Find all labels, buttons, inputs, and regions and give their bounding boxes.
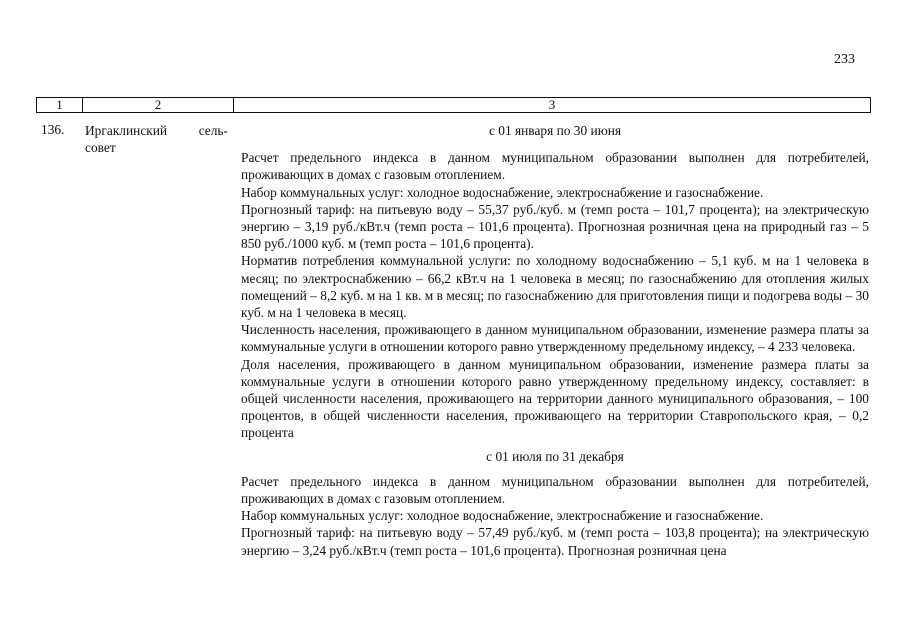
header-cell-2: 2 bbox=[83, 98, 234, 112]
paragraph: Норматив потребления коммунальной услуги: по холодному водоснабжению – 5,1 куб. м на 1 человека в месяц; по электроснабжению – 66,2 кВт.ч на 1 человека в месяц; по газоснабжению для отопления жилых помещений – 8,2 куб. м на 1 кв. м в месяц; по газоснабжению для приготовления пищи и подогрева воды – 30 куб. м на 1 человека в месяц. bbox=[241, 253, 869, 321]
municipality-name-line1 bbox=[85, 122, 228, 139]
paragraph: Расчет предельного индекса в данном муниципальном образовании выполнен для потребителей, проживающих в домах с газовым отоплением. bbox=[241, 473, 869, 507]
period-title-2: с 01 июля по 31 декабря bbox=[486, 448, 624, 464]
paragraph: Доля населения, проживающего в данном муниципальном образовании, изменение размера платы за коммунальные услуги в отношении которого равно утвержденному предельному индексу, составляет: в общей численности населения, проживающего на территории данного муниципального образования, – 100 процентов, в общей численности населения, проживающего на территории Ставропольского края, – 0,2 процента bbox=[241, 356, 869, 441]
page-number: 233 bbox=[834, 52, 855, 67]
municipality-name-part-a: Иргаклинский bbox=[85, 123, 168, 138]
table-header-row bbox=[36, 97, 871, 113]
municipality-name-line2: совет bbox=[85, 140, 116, 155]
municipality-name-part-b: сель- bbox=[198, 123, 228, 138]
row-number: 136. bbox=[41, 122, 65, 137]
paragraph: Прогнозный тариф: на питьевую воду – 55,37 руб./куб. м (темп роста – 101,7 процента); на электрическую энергию – 3,19 руб./кВт.ч (темп роста – 101,6 процента). Прогнозная розничная цена на природный газ – 5 850 руб./1000 куб. м (темп роста – 101,6 процента). bbox=[241, 201, 869, 252]
period-title-1: с 01 января по 30 июня bbox=[488, 123, 622, 138]
paragraph: Прогнозный тариф: на питьевую воду – 57,49 руб./куб. м (темп роста – 103,8 процента); на электрическую энергию – 3,24 руб./кВт.ч (темп роста – 101,6 процента). Прогнозная розничная цена bbox=[241, 525, 869, 558]
header-cell-3: 3 bbox=[548, 97, 556, 112]
paragraph: Набор коммунальных услуг: холодное водоснабжение, электроснабжение и газоснабжение. bbox=[241, 184, 764, 200]
paragraph: Набор коммунальных услуг: холодное водоснабжение, электроснабжение и газоснабжение. bbox=[241, 508, 764, 524]
paragraph: Расчет предельного индекса в данном муниципальном образовании выполнен для потребителей, проживающих в домах с газовым отоплением. bbox=[241, 150, 869, 183]
paragraph: Численность населения, проживающего в данном муниципальном образовании, изменение размера платы за коммунальные услуги в отношении которого равно утвержденному предельному индексу, – 4 233 человека. bbox=[241, 322, 869, 355]
municipality-name bbox=[85, 122, 228, 156]
row-content bbox=[241, 122, 869, 559]
header-cell-1: 1 bbox=[37, 98, 83, 112]
